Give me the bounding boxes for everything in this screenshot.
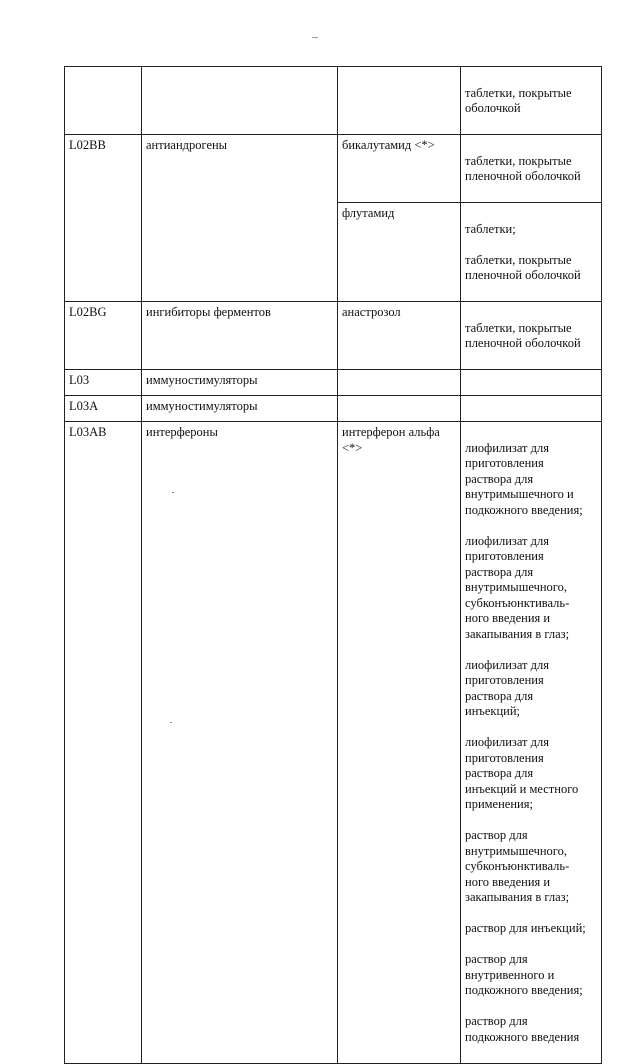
atc-code-cell: L02BB	[65, 135, 142, 302]
table-row	[65, 135, 602, 203]
table-row	[65, 396, 602, 422]
group-cell: иммуностимуляторы	[142, 370, 338, 396]
dosage-form: таблетки, покрытые оболочкой	[465, 85, 572, 115]
dosage-form: раствор для внутримышечного, субконъюнктиваль- ного введения и закапывания в глаз;	[465, 828, 570, 904]
atc-code-cell: L03A	[65, 396, 142, 422]
dosage-form: таблетки, покрытые пленочной оболочкой	[465, 252, 581, 282]
table-row	[65, 302, 602, 370]
group-cell: антиандрогены	[142, 135, 338, 302]
group-cell	[142, 67, 338, 135]
group-cell: иммуностимуляторы	[142, 396, 338, 422]
dosage-form-cell	[461, 422, 602, 1064]
dosage-form: лиофилизат для приготовления раствора для внутримышечного, субконъюнктиваль- ного введения и закапывания в глаз;	[465, 533, 570, 641]
scan-mark	[312, 37, 318, 38]
table-row	[65, 422, 602, 1064]
drug-cell	[338, 370, 461, 396]
table-row	[65, 67, 602, 135]
dosage-form: раствор для внутривенного и подкожного введения;	[465, 952, 583, 997]
dosage-form: лиофилизат для приготовления раствора для инъекций;	[465, 657, 549, 718]
dosage-form-cell	[461, 302, 602, 370]
group-cell: ингибиторы ферментов	[142, 302, 338, 370]
dosage-form: таблетки, покрытые пленочной оболочкой	[465, 153, 581, 183]
group-cell: интерфероны	[142, 422, 338, 1064]
dosage-form: таблетки;	[465, 221, 516, 236]
atc-code-cell	[65, 67, 142, 135]
dosage-form-cell	[461, 370, 602, 396]
drug-cell: бикалутамид <*>	[338, 135, 461, 203]
drug-table	[64, 66, 602, 1064]
drug-cell	[338, 67, 461, 135]
dosage-form-cell	[461, 67, 602, 135]
table-row	[65, 370, 602, 396]
atc-code-cell: L02BG	[65, 302, 142, 370]
dosage-form: таблетки, покрытые пленочной оболочкой	[465, 320, 581, 350]
dosage-form: раствор для инъекций;	[465, 921, 586, 935]
atc-code-cell: L03AB	[65, 422, 142, 1064]
drug-cell	[338, 396, 461, 422]
drug-cell: интерферон альфа <*>	[338, 422, 461, 1064]
dosage-form: лиофилизат для приготовления раствора для инъекций и местного применения;	[465, 735, 579, 811]
drug-cell: анастрозол	[338, 302, 461, 370]
atc-code-cell: L03	[65, 370, 142, 396]
drug-cell: флутамид	[338, 203, 461, 302]
dosage-form: раствор для подкожного введения	[465, 1014, 580, 1044]
dosage-form: лиофилизат для приготовления раствора для внутримышечного и подкожного введения;	[465, 440, 583, 517]
dosage-form-cell	[461, 135, 602, 203]
dosage-form-cell	[461, 203, 602, 302]
dosage-form-cell	[461, 396, 602, 422]
